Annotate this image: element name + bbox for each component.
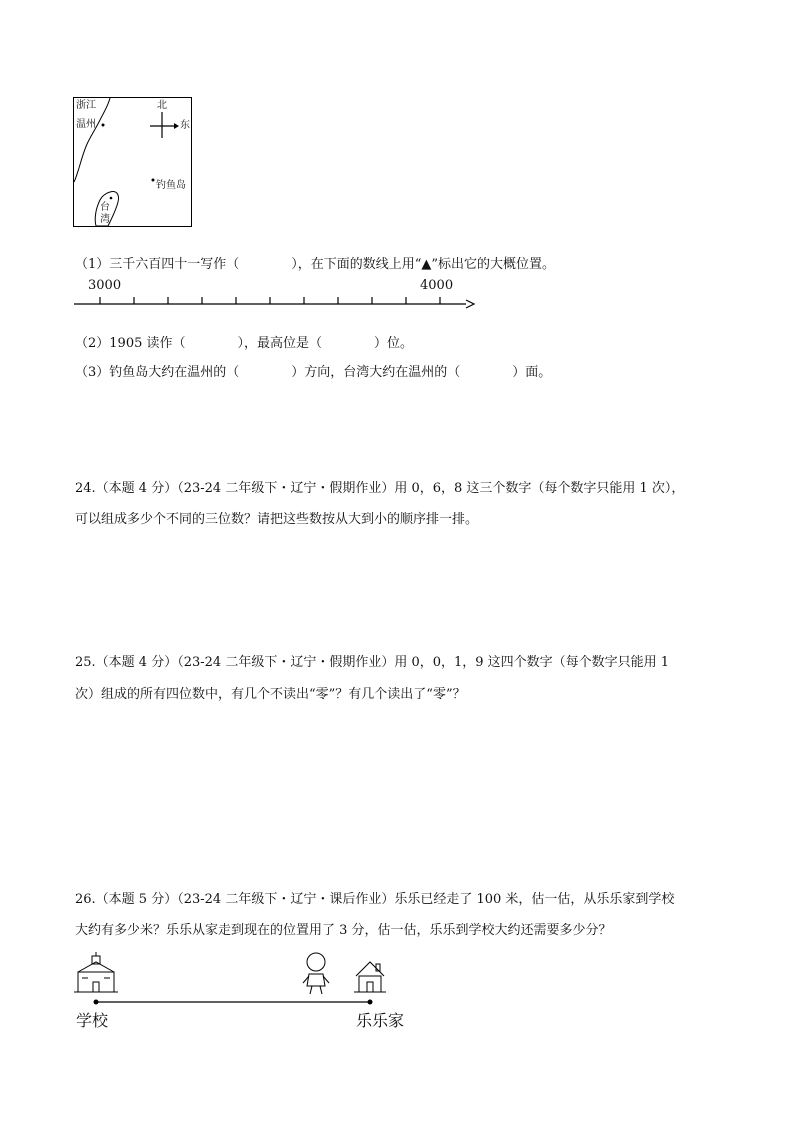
- taiwan-dot: [110, 197, 113, 200]
- route-figure: [70, 950, 430, 1035]
- home-dot: [368, 1000, 373, 1005]
- home-label: 乐乐家: [356, 1011, 405, 1030]
- label-diaoyu: 钓鱼岛: [156, 180, 186, 191]
- boy-icon: [303, 953, 329, 994]
- q23-part2: （2）1905 读作（ ），最高位是（ ）位。: [75, 336, 413, 351]
- school-dot: [94, 1000, 99, 1005]
- number-line-start-label: 3000: [88, 278, 122, 293]
- school-label: 学校: [76, 1011, 109, 1030]
- number-line-end-label: 4000: [420, 278, 454, 293]
- number-line: [70, 278, 480, 318]
- diaoyu-dot: [152, 179, 155, 182]
- map-figure: [73, 97, 192, 227]
- q23-part3: （3）钓鱼岛大约在温州的（ ）方向，台湾大约在温州的（ ）面。: [75, 365, 552, 380]
- q23-part1: （1）三千六百四十一写作（ ），在下面的数线上用“▲”标出它的大概位置。: [75, 257, 556, 272]
- label-zhejiang: 浙江: [76, 100, 96, 111]
- label-taiwan-1: 台: [100, 202, 110, 213]
- q24-line1: 24.（本题 4 分）（23-24 二年级下・辽宁・假期作业）用 0，6，8 这三个数字（每个数字只能用 1 次），: [75, 481, 685, 496]
- house-icon: [354, 962, 386, 992]
- label-east: 东: [180, 120, 190, 131]
- arrow-right-icon: [466, 300, 474, 308]
- compass-arrow-icon: [174, 123, 179, 129]
- label-north: 北: [157, 100, 167, 111]
- q26-line1: 26.（本题 5 分）（23-24 二年级下・辽宁・课后作业）乐乐已经走了 100 米，估一估，从乐乐家到学校: [75, 892, 675, 907]
- number-line-axis: [70, 278, 480, 318]
- q24-line2: 可以组成多少个不同的三位数？请把这些数按从大到小的顺序排一排。: [75, 512, 479, 527]
- q26-line2: 大约有多少米？乐乐从家走到现在的位置用了 3 分，估一估，乐乐到学校大约还需要多少分？: [75, 923, 612, 938]
- q25-line1: 25.（本题 4 分）（23-24 二年级下・辽宁・假期作业）用 0，0，1，9 这四个数字（每个数字只能用 1: [75, 655, 670, 670]
- wenzhou-dot: [102, 124, 105, 127]
- label-taiwan-2: 湾: [100, 214, 110, 225]
- q25-line2: 次）组成的所有四位数中，有几个不读出“零”？有几个读出了“零”？: [75, 687, 466, 702]
- label-wenzhou: 温州: [76, 119, 96, 130]
- school-icon: [74, 952, 118, 992]
- map-drawing: [74, 98, 193, 228]
